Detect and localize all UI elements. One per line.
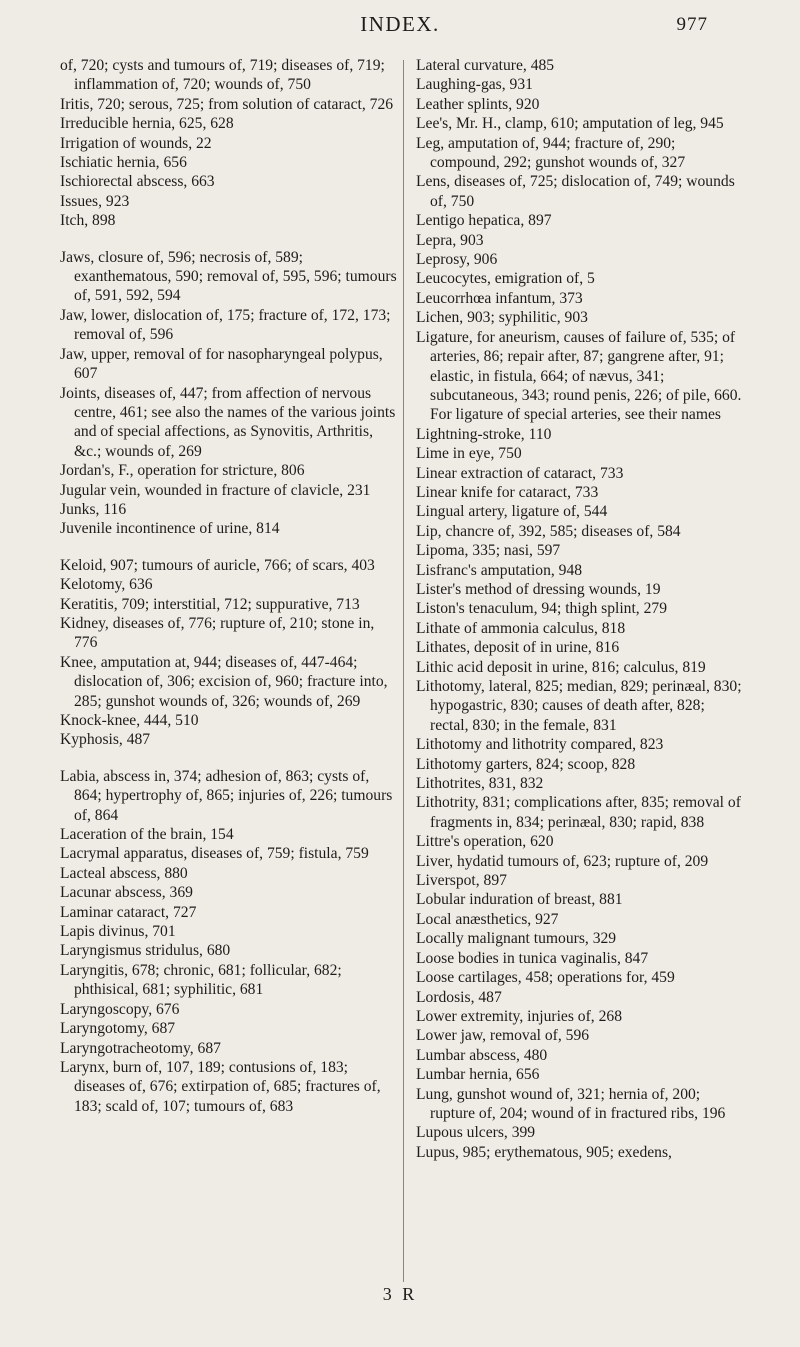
index-entry: Kyphosis, 487 [60, 731, 151, 749]
index-entry: Lip, chancre of, 392, 585; diseases of, 584 [416, 522, 681, 540]
right-column [416, 56, 746, 1162]
index-entry: Lithotomy garters, 824; scoop, 828 [416, 755, 636, 773]
index-entry: Leucorrhœa infantum, 373 [416, 289, 583, 307]
index-entry: Lens, diseases of, 725; dislocation of, 749; wounds of, 750 [416, 173, 735, 210]
index-entry: Keloid, 907; tumours of auricle, 766; of scars, 403 [60, 556, 375, 574]
index-entry: Laryngismus stridulus, 680 [60, 942, 231, 960]
index-entry: Jaw, upper, removal of for nasopharyngeal polypus, 607 [60, 345, 383, 383]
index-entry: Lupous ulcers, 399 [416, 1124, 536, 1142]
index-entry: Knock-knee, 444, 510 [60, 712, 199, 729]
index-entry: Issues, 923 [60, 192, 130, 210]
index-entry: Lime in eye, 750 [416, 445, 522, 463]
index-entry: Linear extraction of cataract, 733 [416, 464, 624, 482]
index-entry: Iritis, 720; serous, 725; from solution of cataract, 726 [60, 95, 394, 113]
left-column [60, 56, 398, 1116]
index-entry: Lower jaw, removal of, 596 [416, 1027, 590, 1045]
index-entry: Junks, 116 [60, 500, 127, 518]
index-entry: Irreducible hernia, 625, 628 [60, 115, 234, 133]
index-entry: Laryngitis, 678; chronic, 681; follicular, 682; phthisical, 681; syphilitic, 681 [60, 961, 342, 999]
index-entry: Keratitis, 709; interstitial, 712; suppurative, 713 [60, 595, 360, 613]
index-entry: Lacunar abscess, 369 [60, 884, 193, 902]
index-entry: Lobular induration of breast, 881 [416, 891, 623, 909]
index-entry: Knee, amputation at, 944; diseases of, 447-464; dislocation of, 306; excision of, 960; fracture into, 285; gunshot wounds of, 326; wounds of, 269 [60, 653, 388, 710]
index-entry: Leather splints, 920 [416, 95, 540, 113]
index-entry: Lichen, 903; syphilitic, 903 [416, 309, 588, 327]
index-entry: Lithic acid deposit in urine, 816; calculus, 819 [416, 658, 706, 676]
index-entry: Larynx, burn of, 107, 189; contusions of, 183; diseases of, 676; extirpation of, 685; fractures of, 183; scald of, 107; tumours of, 683 [60, 1058, 381, 1115]
index-entry: Itch, 898 [60, 212, 116, 230]
index-entry: Lee's, Mr. H., clamp, 610; amputation of leg, 945 [416, 115, 724, 133]
index-entry: Laminar cataract, 727 [60, 903, 197, 921]
index-entry: Lithotrity, 831; complications after, 835; removal of fragments in, 834; perinæal, 830; rapid, 838 [416, 794, 741, 831]
column-rule [403, 60, 404, 1282]
index-entry: Jugular vein, wounded in fracture of clavicle, 231 [60, 481, 371, 499]
index-entry: Lister's method of dressing wounds, 19 [416, 580, 661, 598]
index-entry: Leprosy, 906 [416, 251, 498, 269]
index-entry: Kidney, diseases of, 776; rupture of, 210; stone in, 776 [60, 614, 375, 652]
index-entry: Laceration of the brain, 154 [60, 826, 234, 844]
index-entry: Lithate of ammonia calculus, 818 [416, 619, 626, 637]
index-entry: Lentigo hepatica, 897 [416, 212, 552, 230]
index-entry: Laryngotomy, 687 [60, 1020, 176, 1038]
page-number: 977 [676, 14, 708, 35]
index-entry: Lung, gunshot wound of, 321; hernia of, 200; rupture of, 204; wound of in fractured ribs, 196 [416, 1085, 726, 1122]
index-entry: Lipoma, 335; nasi, 597 [416, 542, 561, 560]
index-entry: Laryngoscopy, 676 [60, 1000, 180, 1018]
index-entry: Jaw, lower, dislocation of, 175; fracture of, 172, 173; removal of, 596 [60, 306, 391, 344]
index-entry: Locally malignant tumours, 329 [416, 930, 617, 948]
index-entry: Lumbar abscess, 480 [416, 1046, 548, 1064]
index-entry: Ischiorectal abscess, 663 [60, 173, 215, 191]
index-entry: Liverspot, 897 [416, 872, 507, 890]
index-entry: Kelotomy, 636 [60, 576, 153, 594]
index-entry: Loose cartilages, 458; operations for, 459 [416, 969, 675, 987]
index-entry: Juvenile incontinence of urine, 814 [60, 520, 280, 538]
index-entry: Laryngotracheotomy, 687 [60, 1039, 221, 1057]
index-entry: Lapis divinus, 701 [60, 923, 176, 941]
index-entry: Lacrymal apparatus, diseases of, 759; fistula, 759 [60, 845, 369, 863]
index-entry: Laughing-gas, 931 [416, 76, 533, 94]
index-entry: Leg, amputation of, 944; fracture of, 290; compound, 292; gunshot wounds of, 327 [416, 134, 686, 172]
index-entry: Lithates, deposit of in urine, 816 [416, 639, 620, 657]
index-entry: Lithotomy, lateral, 825; median, 829; perinæal, 830; hypogastric, 830; causes of death after, 828; rectal, 830; in the female, 831 [416, 678, 742, 734]
index-entry: of, 720; cysts and tumours of, 719; diseases of, 719; inflammation of, 720; wounds of, 750 [60, 57, 385, 94]
signature-mark: 3 R [382, 1284, 418, 1304]
index-entry: Lower extremity, injuries of, 268 [416, 1007, 622, 1025]
index-entry: Leucocytes, emigration of, 5 [416, 270, 595, 288]
index-entry: Lightning-stroke, 110 [416, 425, 552, 443]
index-entry: Lithotomy and lithotrity compared, 823 [416, 736, 664, 754]
index-entry: Lingual artery, ligature of, 544 [416, 503, 608, 521]
index-entry: Littre's operation, 620 [416, 833, 554, 851]
index-entry: Liston's tenaculum, 94; thigh splint, 279 [416, 600, 667, 618]
index-entry: Linear knife for cataract, 733 [416, 483, 599, 501]
index-entry: Ligature, for aneurism, causes of failure of, 535; of arteries, 86; repair after, 87; gangrene after, 91; elastic, in fistula, 664; of nævus, 341; subcutaneous, 343; round penis, 226; of pile, 660. For ligature of special arteries, see their names [416, 328, 742, 424]
index-entry: Lacteal abscess, 880 [60, 864, 188, 882]
index-entry: Lisfranc's amputation, 948 [416, 561, 583, 579]
index-entry: Lithotrites, 831, 832 [416, 775, 544, 793]
index-entry: Lumbar hernia, 656 [416, 1066, 540, 1084]
index-entry: Labia, abscess in, 374; adhesion of, 863; cysts of, 864; hypertrophy of, 865; injuries of, 226; tumours of, 864 [60, 767, 393, 824]
running-title: INDEX. [360, 12, 440, 36]
index-entry: Liver, hydatid tumours of, 623; rupture of, 209 [416, 852, 709, 870]
index-entry: Lepra, 903 [416, 231, 484, 249]
index-entry: Lupus, 985; erythematous, 905; exedens, [416, 1143, 672, 1161]
index-entry: Joints, diseases of, 447; from affection of nervous centre, 461; see also the names of the various joints and of special affections, as Synovitis, Arthritis, &c.; wounds of, 269 [60, 384, 396, 460]
index-entry: Lordosis, 487 [416, 988, 502, 1006]
index-entry: Local anæsthetics, 927 [416, 910, 559, 928]
page-header [0, 4, 800, 44]
index-entry: Loose bodies in tunica vaginalis, 847 [416, 949, 649, 967]
index-entry: Lateral curvature, 485 [416, 57, 555, 74]
index-entry: Ischiatic hernia, 656 [60, 154, 187, 172]
index-entry: Jaws, closure of, 596; necrosis of, 589; exanthematous, 590; removal of, 595, 596; tumours of, 591, 592, 594 [60, 248, 397, 305]
index-entry: Jordan's, F., operation for stricture, 806 [60, 462, 305, 480]
index-entry: Irrigation of wounds, 22 [60, 134, 212, 152]
